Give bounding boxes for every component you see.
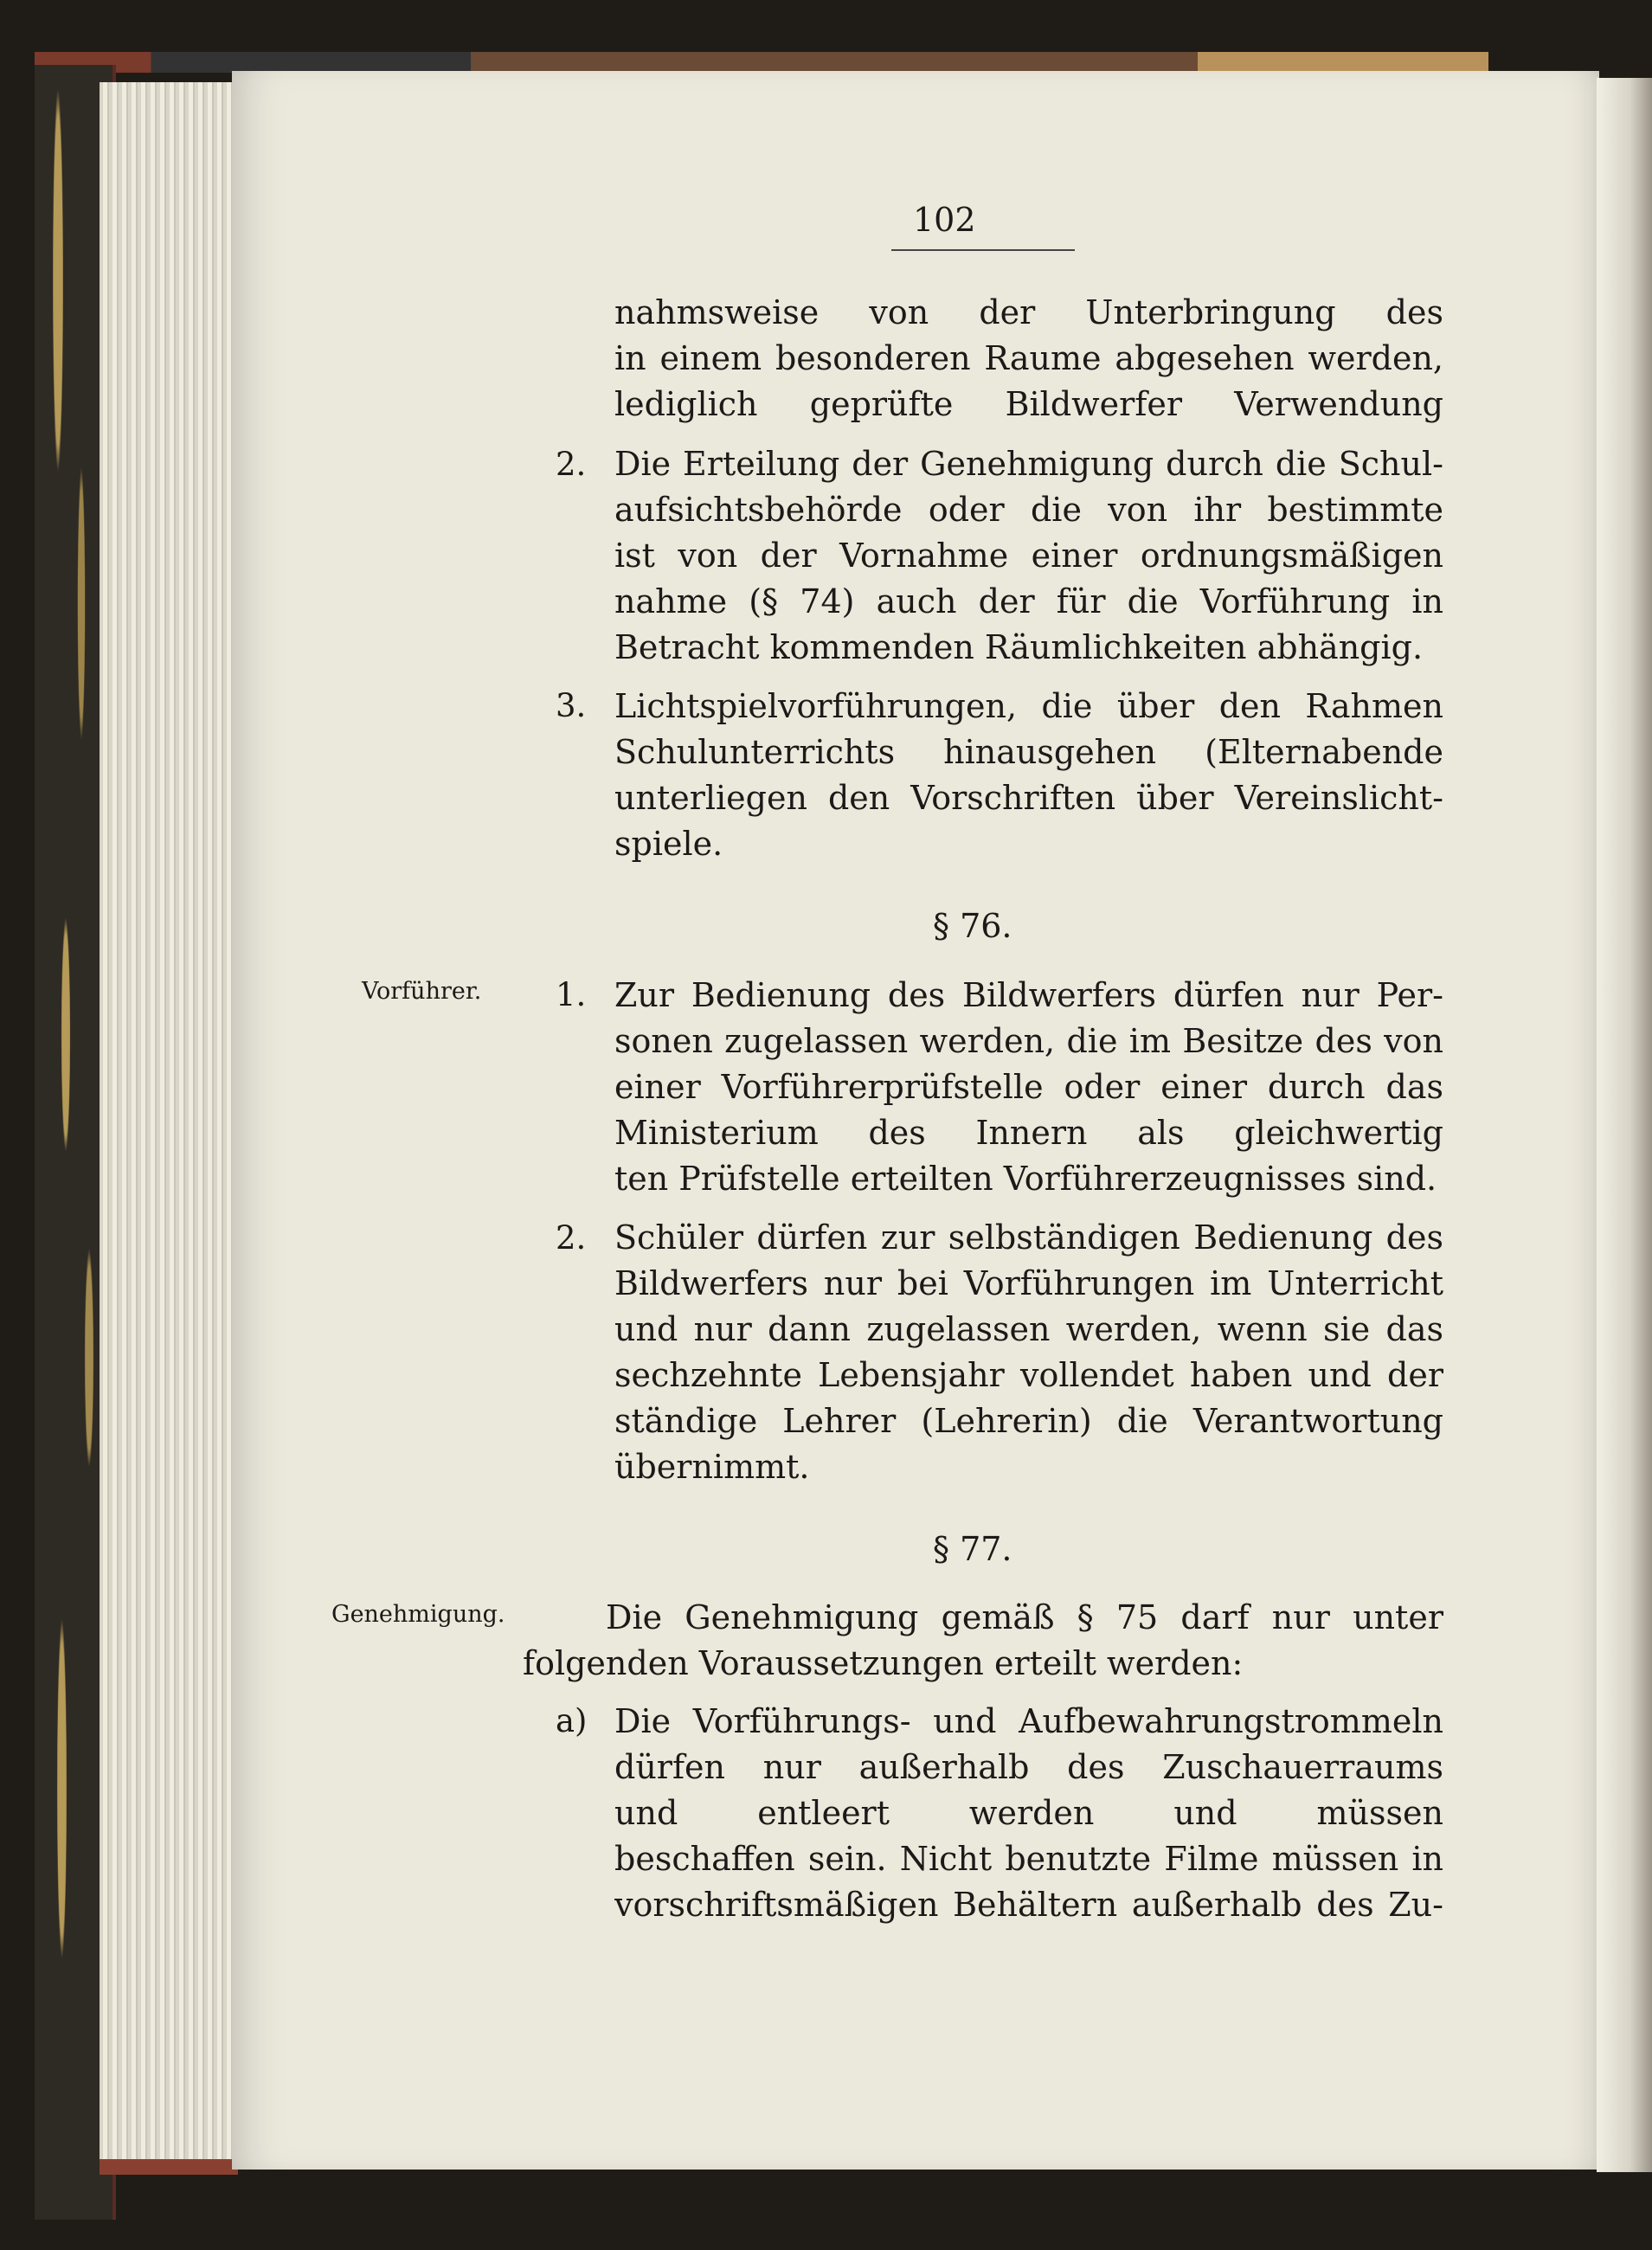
text-line: Die Erteilung der Genehmigung durch die Schul- bbox=[614, 445, 1443, 483]
text-line: spiele. bbox=[614, 825, 723, 863]
text-line: und nur dann zugelassen werden, wenn sie das bbox=[614, 1310, 1443, 1348]
text-line: nahmsweise von der Unterbringung des bbox=[614, 293, 1443, 331]
text-line: unterliegen den Vorschriften über Vereinslicht- bbox=[614, 779, 1443, 817]
book-cover-top-edge bbox=[35, 52, 1488, 73]
text-line: vorschriftsmäßigen Behältern außerhalb des Zu- bbox=[614, 1886, 1443, 1924]
item-number: 1. bbox=[556, 976, 587, 1013]
text-line: sonen zugelassen werden, die im Besitze des von bbox=[614, 1022, 1443, 1060]
text-line: Ministerium des Innern als gleichwertig bbox=[614, 1114, 1443, 1152]
text-line: aufsichtsbehörde oder die von ihr bestimmte bbox=[614, 491, 1443, 529]
text-line: ständige Lehrer (Lehrerin) die Verantwortung bbox=[614, 1402, 1443, 1440]
section-heading: § 76. bbox=[933, 907, 1012, 945]
text-line: Bildwerfers nur bei Vorführungen im Unterricht bbox=[614, 1264, 1443, 1302]
text-line: dürfen nur außerhalb des Zuschauerraums bbox=[614, 1748, 1443, 1786]
item-marker: a) bbox=[556, 1702, 588, 1739]
text-line: Schüler dürfen zur selbständigen Bedienung des bbox=[614, 1218, 1443, 1257]
text-line: Schulunterrichts hinausgehen (Elternabende bbox=[614, 733, 1443, 771]
header-rule bbox=[891, 249, 1075, 251]
text-line: sechzehnte Lebensjahr vollendet haben und der bbox=[614, 1356, 1443, 1394]
margin-note: Vorführer. bbox=[362, 978, 482, 1005]
text-line: und entleert werden und müssen bbox=[614, 1794, 1443, 1832]
text-line: Betracht kommenden Räumlichkeiten abhängig. bbox=[614, 628, 1424, 666]
page-number: 102 bbox=[913, 201, 976, 239]
text-line: lediglich geprüfte Bildwerfer Verwendung bbox=[614, 385, 1443, 423]
text-line: ist von der Vornahme einer ordnungsmäßigen bbox=[614, 537, 1443, 575]
section-heading: § 77. bbox=[933, 1530, 1012, 1568]
page-block-edges bbox=[100, 82, 238, 2175]
text-line: Die Genehmigung gemäß § 75 darf nur unter bbox=[606, 1598, 1443, 1636]
item-number: 2. bbox=[556, 1219, 587, 1257]
text-line: beschaffen sein. Nicht benutzte Filme müssen in bbox=[614, 1840, 1443, 1878]
item-number: 3. bbox=[556, 687, 587, 724]
margin-note: Genehmigung. bbox=[331, 1601, 505, 1628]
text-line: nahme (§ 74) auch der für die Vorführung in bbox=[614, 582, 1443, 620]
text-line: Die Vorführungs- und Aufbewahrungstrommeln bbox=[614, 1702, 1443, 1740]
text-line: Lichtspielvorführungen, die über den Rahmen bbox=[614, 687, 1443, 725]
text-line: ten Prüfstelle erteilten Vorführerzeugnisses sind. bbox=[614, 1160, 1437, 1198]
text-line: einer Vorführerprüfstelle oder einer durch das bbox=[614, 1068, 1443, 1106]
text-line: folgenden Voraussetzungen erteilt werden: bbox=[523, 1644, 1244, 1682]
item-number: 2. bbox=[556, 446, 587, 483]
facing-page-edge bbox=[1597, 78, 1652, 2172]
text-line: in einem besonderen Raume abgesehen werden, bbox=[614, 339, 1443, 377]
text-line: Zur Bedienung des Bildwerfers dürfen nur Per- bbox=[614, 976, 1443, 1014]
text-line: übernimmt. bbox=[614, 1448, 810, 1486]
